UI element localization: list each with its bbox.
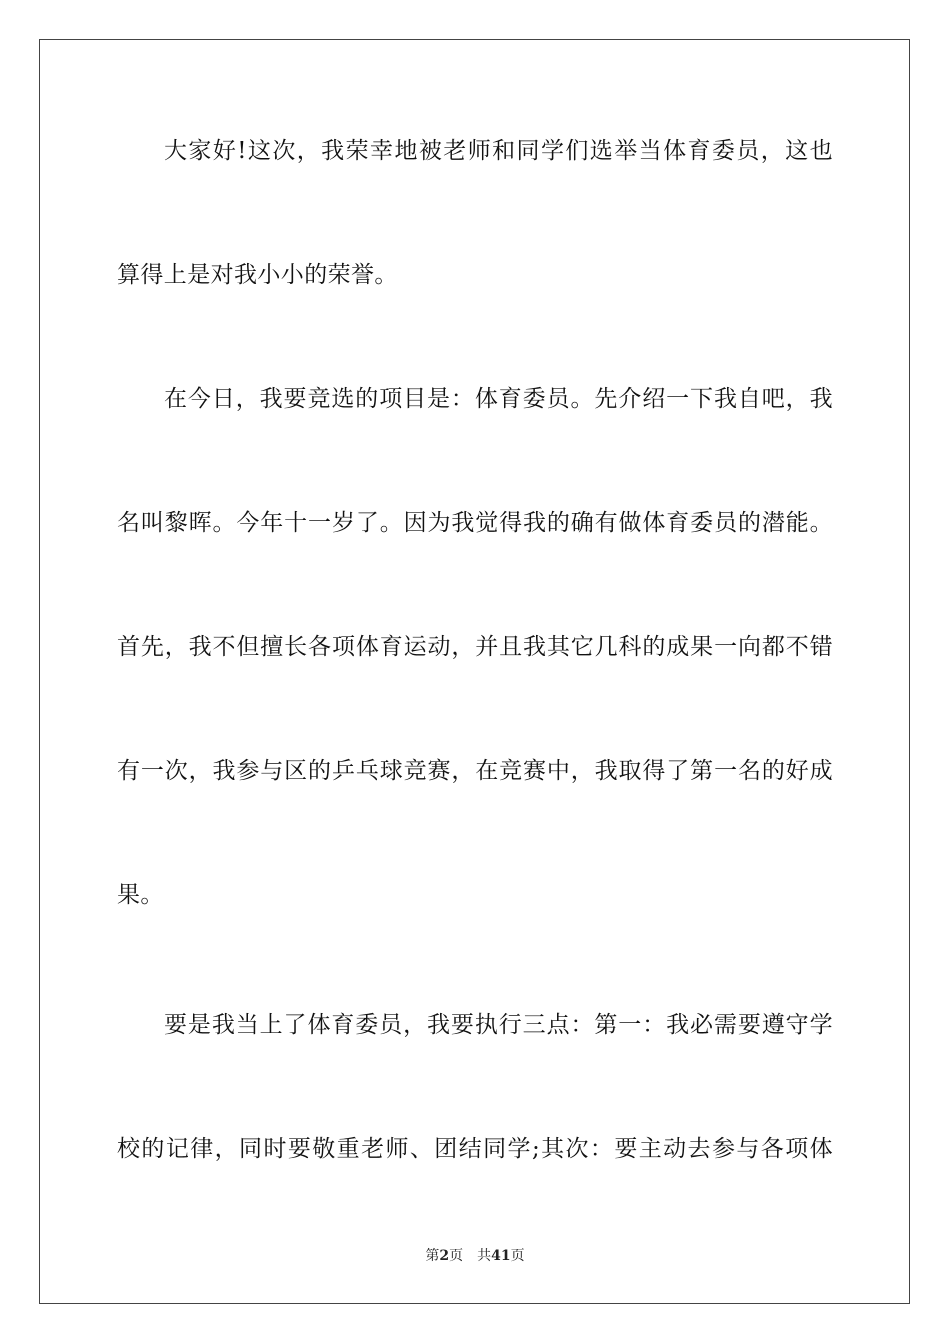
total-pages: 41 xyxy=(491,1248,511,1264)
total-suffix: 页 xyxy=(510,1248,525,1264)
paragraph-line: 首先，我不但擅长各项体育运动，并且我其它几科的成果一向都不错 xyxy=(117,634,833,660)
page-number: 2 xyxy=(439,1248,450,1264)
page-prefix: 第 xyxy=(425,1248,440,1264)
paragraph-line: 大家好!这次，我荣幸地被老师和同学们选举当体育委员，这也 xyxy=(164,138,833,164)
paragraph-line: 名叫黎晖。今年十一岁了。因为我觉得我的确有做体育委员的潜能。 xyxy=(117,510,833,536)
paragraph-line: 算得上是对我小小的荣誉。 xyxy=(117,262,398,288)
page-border xyxy=(39,39,910,1304)
paragraph-line: 要是我当上了体育委员，我要执行三点：第一：我必需要遵守学 xyxy=(164,1012,833,1038)
paragraph-line: 在今日，我要竞选的项目是：体育委员。先介绍一下我自吧，我 xyxy=(164,386,833,412)
total-prefix: 共 xyxy=(477,1248,492,1264)
paragraph-line: 有一次，我参与区的乒乓球竞赛，在竞赛中，我取得了第一名的好成 xyxy=(117,758,833,784)
page-suffix: 页 xyxy=(449,1248,464,1264)
page-footer xyxy=(0,1247,950,1265)
paragraph-line: 果。 xyxy=(117,882,164,908)
paragraph-line: 校的记律，同时要敬重老师、团结同学;其次：要主动去参与各项体 xyxy=(117,1136,833,1162)
